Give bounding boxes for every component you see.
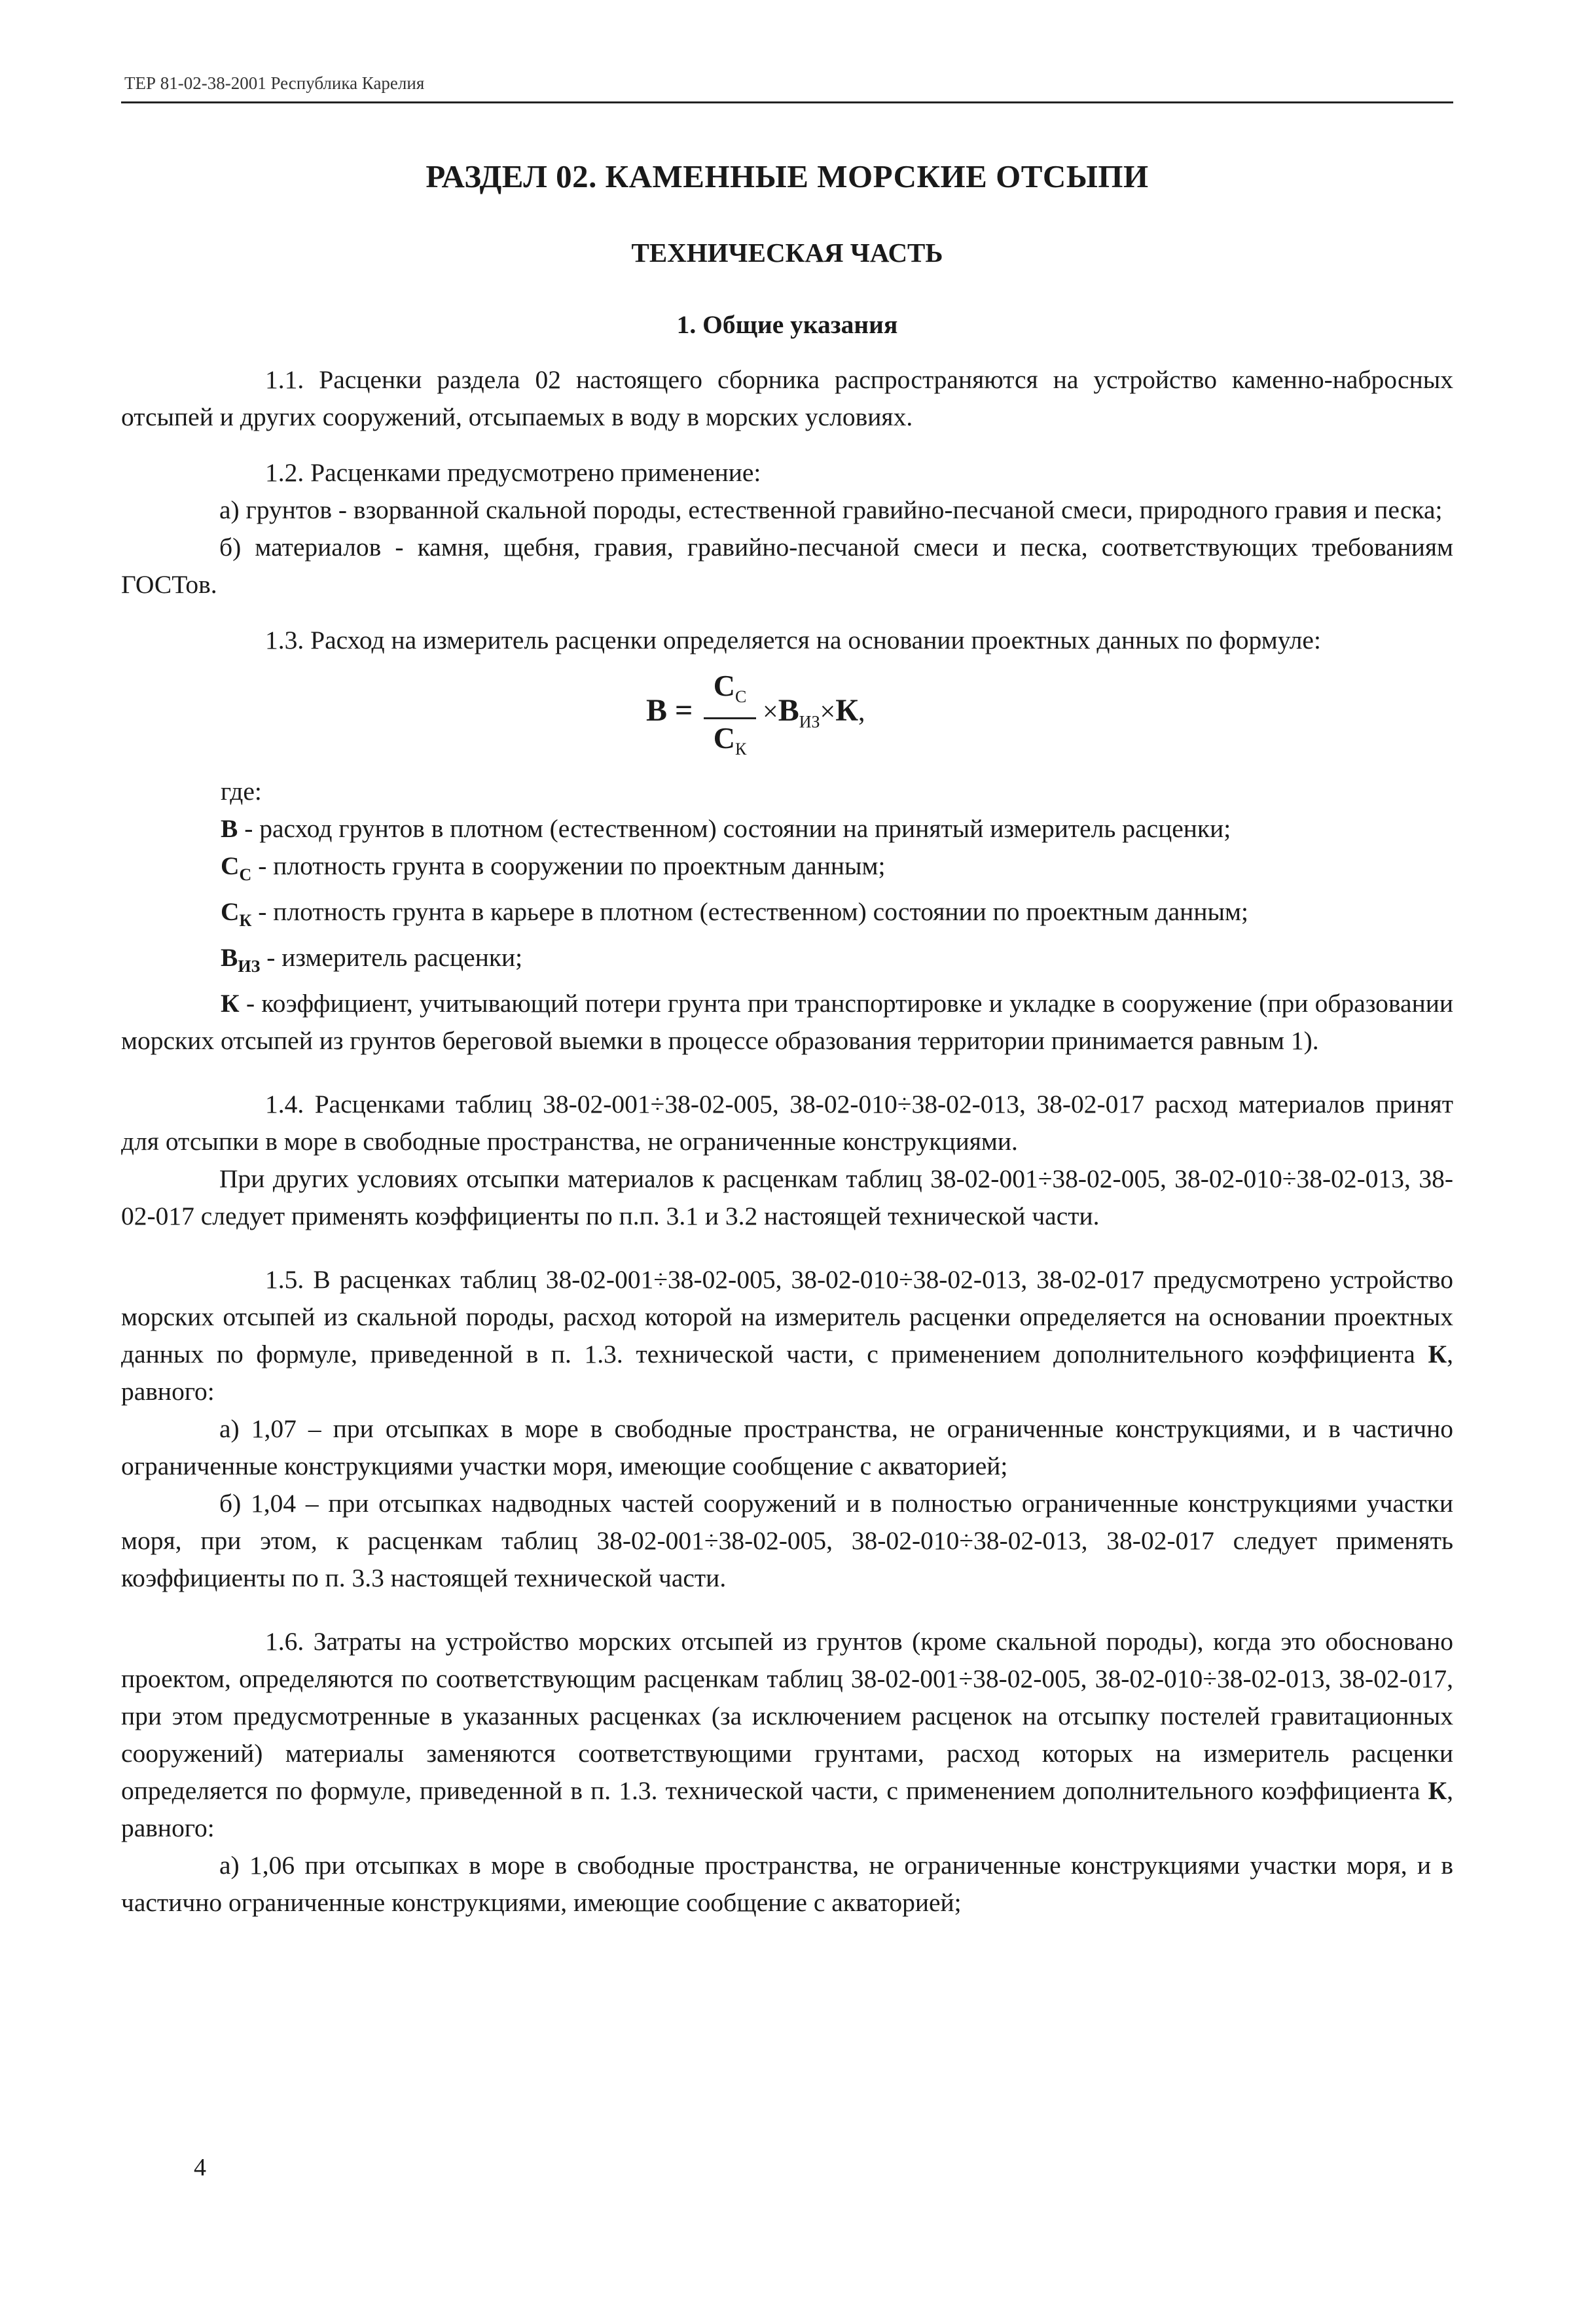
paragraph-1-5: 1.5. В расценках таблиц 38-02-001÷38-02-005, 38-02-010÷38-02-013, 38-02-017 предусмотрено устройство морских отсыпей из скальной породы, расход которой на измеритель расценки определяется на основании проектных данных по формуле, приведенной в п. 1.3. технической части, с применением дополнительного коэффициента К, равного: xyxy=(121,1264,1453,1406)
subsection-title: 1. Общие указания xyxy=(676,310,898,339)
page-number: 4 xyxy=(194,2154,206,2181)
paragraph-1-4-b: При других условиях отсыпки материалов к расценкам таблиц 38-02-001÷38-02-005, 38-02-010÷38-02-013, 38-02-017 следует применять коэффициенты по п.п. 3.1 и 3.2 настоящей технической части. xyxy=(121,1164,1453,1230)
paragraph-1-4: 1.4. Расценками таблиц 38-02-001÷38-02-005, 38-02-010÷38-02-013, 38-02-017 расход материалов принят для отсыпки в море в свободные пространства, не ограниченные конструкциями. xyxy=(121,1089,1453,1156)
page-content xyxy=(121,157,1453,1922)
formula-rhs: $\times В_{ИЗ}\times К$, xyxy=(763,693,865,732)
definition-item-k: К - коэффициент, учитывающий потери грунта при транспортировке и укладке в сооружение (при образовании морских отсыпей из грунтов береговой выемки в процессе образования территории принимается равным 1). xyxy=(121,988,1453,1055)
fraction-bar xyxy=(704,717,756,719)
definition-item: $В_{ИЗ}$ - измеритель расценки; xyxy=(221,942,523,976)
part-title: ТЕХНИЧЕСКАЯ ЧАСТЬ xyxy=(631,238,943,268)
paragraph-1-6: 1.6. Затраты на устройство морских отсыпей из грунтов (кроме скальной породы), когда это обосновано проектом, определяются по соответствующим расценкам таблиц 38-02-001÷38-02-005, 38-02-010÷38-02-013, 38-02-017, при этом предусмотренные в указанных расценках (за исключением расценок на отсыпку постелей гравитационных сооружений) материалы заменяются соответствующими грунтами, расход которых на измеритель расценки определяется по формуле, приведенной в п. 1.3. технической части, с применением дополнительного коэффициента К, равного: xyxy=(121,1626,1453,1842)
definition-list xyxy=(121,810,1453,985)
paragraph-1-1: 1.1. Расценки раздела 02 настоящего сборника распространяются на устройство каменно-набросных отсыпей и других сооружений, отсыпаемых в воду в морских условиях. xyxy=(121,365,1453,431)
running-header: ТЕР 81-02-38-2001 Республика Карелия xyxy=(124,73,425,93)
where-label: где: xyxy=(221,777,262,806)
paragraph-1-5-a: а) 1,07 – при отсыпках в море в свободные пространства, не ограниченные конструкциями, и в частично ограниченные конструкциями участки моря, имеющие сообщение с акваторией; xyxy=(121,1414,1453,1480)
formula-numerator: $С_С$ xyxy=(713,669,747,707)
paragraph-1-2-b: б) материалов - камня, щебня, гравия, гравийно-песчаной смеси и песка, соответствующих требованиям ГОСТов. xyxy=(121,533,1453,599)
paragraph-1-2-a: а) грунтов - взорванной скальной породы, естественной гравийно-песчаной смеси, природного гравия и песка; xyxy=(219,495,1443,524)
formula-lhs: В = xyxy=(646,693,693,728)
formula-denominator: $С_К$ xyxy=(713,721,747,759)
definition-item: В - расход грунтов в плотном (естественном) состоянии на принятый измеритель расценки; xyxy=(221,814,1231,843)
paragraph-1-6-a: а) 1,06 при отсыпках в море в свободные пространства, не ограниченные конструкциями участки моря, и в частично ограниченные конструкциями, имеющие сообщение с акваторией; xyxy=(121,1850,1453,1917)
definition-item: $С_С$ - плотность грунта в сооружении по проектным данным; xyxy=(221,851,886,884)
section-title: РАЗДЕЛ 02. КАМЕННЫЕ МОРСКИЕ ОТСЫПИ xyxy=(425,158,1149,194)
paragraph-1-3: 1.3. Расход на измеритель расценки определяется на основании проектных данных по формуле: xyxy=(265,626,1321,654)
formula-fraction xyxy=(704,668,756,767)
formula-legend xyxy=(121,773,1453,810)
header-rule xyxy=(121,101,1453,103)
definition-item: $С_К$ - плотность грунта в карьере в плотном (естественном) состоянии по проектным данным; xyxy=(221,897,1248,930)
paragraph-1-2: 1.2. Расценками предусмотрено применение: xyxy=(265,458,761,487)
paragraph-1-5-b: б) 1,04 – при отсыпках надводных частей сооружений и в полностью ограниченные конструкциями участки моря, при этом, к расценкам таблиц 38-02-001÷38-02-005, 38-02-010÷38-02-013, 38-02-017 следует применять коэффициенты по п. 3.3 настоящей технической части. xyxy=(121,1488,1453,1592)
consumption-formula xyxy=(121,668,1453,766)
